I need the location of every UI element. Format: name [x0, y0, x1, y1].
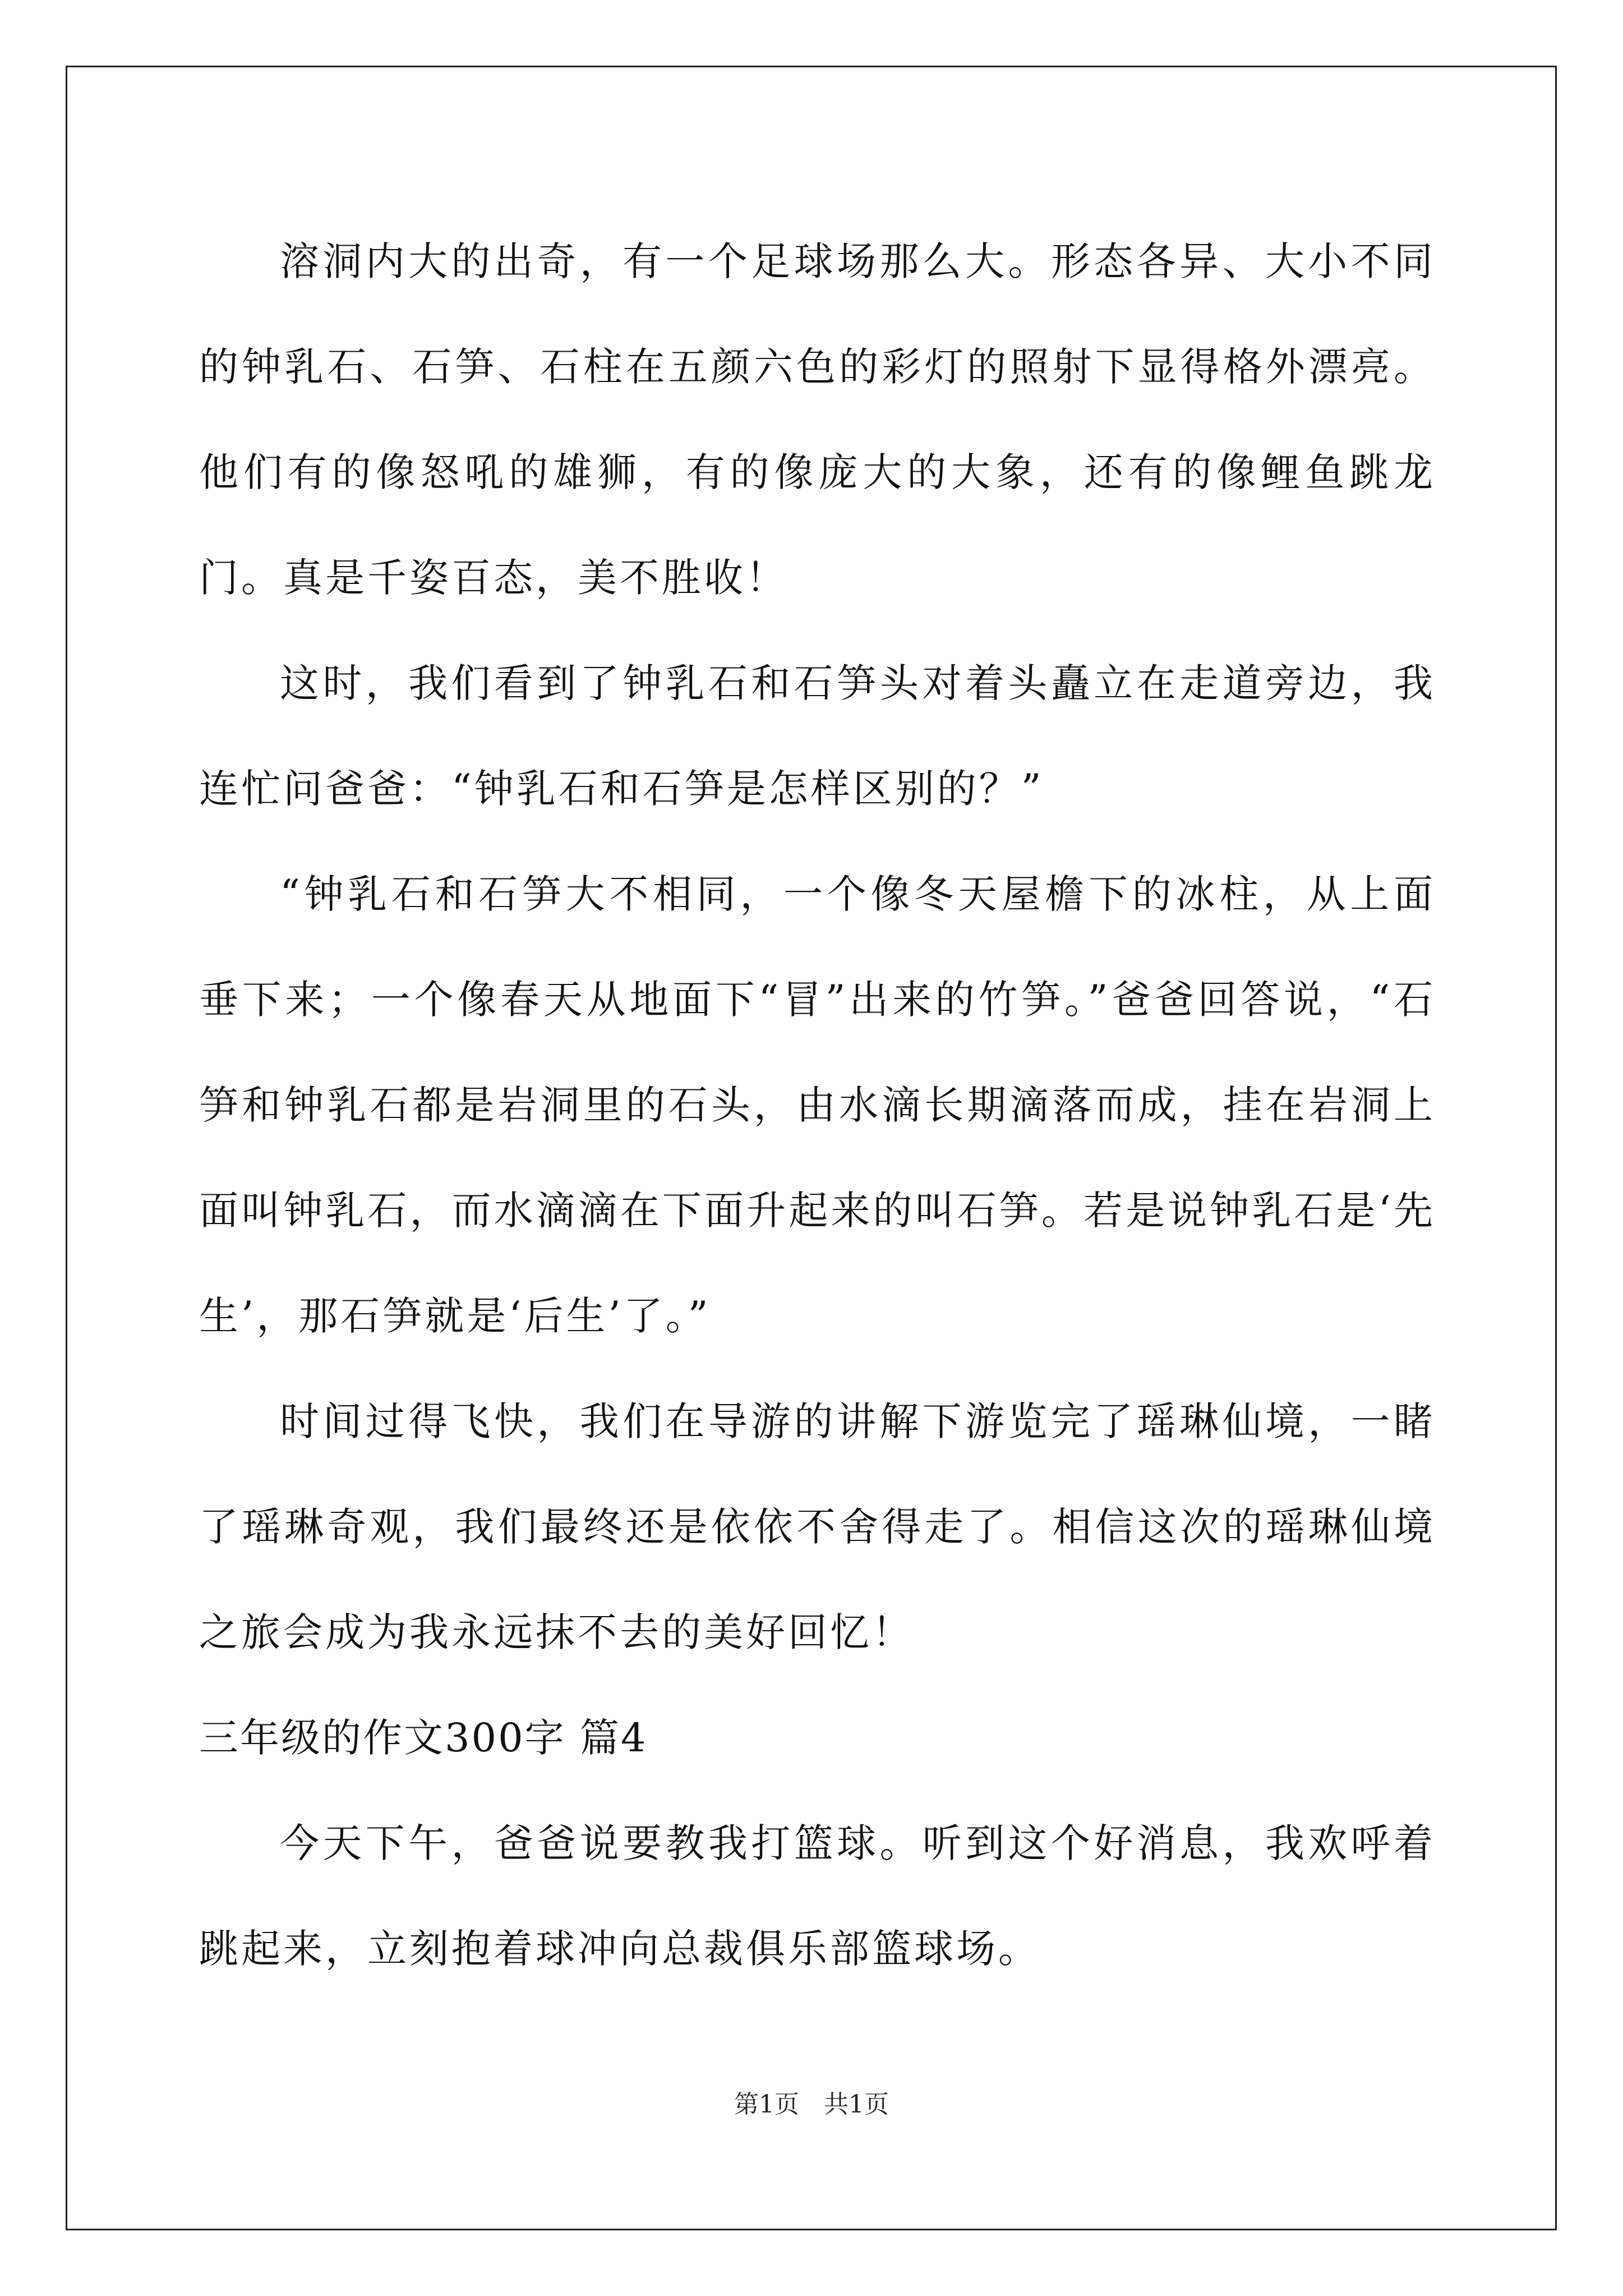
document-body [199, 209, 1436, 2001]
paragraph-cave-interior: 溶洞内大的出奇，有一个足球场那么大。形态各异、大小不同的钟乳石、石笋、石柱在五颜六色的彩灯的照射下显得格外漂亮。他们有的像怒吼的雄狮，有的像庞大的大象，还有的像鲤鱼跳龙门。真是千姿百态，美不胜收！ [199, 238, 1436, 601]
paragraph-ending: 时间过得飞快，我们在导游的讲解下游览完了瑶琳仙境，一睹了瑶琳奇观，我们最终还是依依不舍得走了。相信这次的瑶琳仙境之旅会成为我永远抹不去的美好回忆！ [199, 1398, 1436, 1655]
paragraph-basketball: 今天下午，爸爸说要教我打篮球。听到这个好消息，我欢呼着跳起来，立刻抱着球冲向总裁俱乐部篮球场。 [199, 1820, 1436, 1972]
page-number-footer: 第1页 共1页 [734, 2090, 889, 2119]
paragraph-question: 这时，我们看到了钟乳石和石笋头对着头矗立在走道旁边，我连忙问爸爸：“钟乳石和石笋是怎样区别的？” [199, 660, 1436, 812]
section-heading: 三年级的作文300字 篇4 [199, 1715, 648, 1761]
paragraph-father-answer: “钟乳石和石笋大不相同，一个像冬天屋檐下的冰柱，从上面垂下来；一个像春天从地面下“冒”出来的竹笋。”爸爸回答说，“石笋和钟乳石都是岩洞里的石头，由水滴长期滴落而成，挂在岩洞上面叫钟乳石，而水滴滴在下面升起来的叫石笋。若是说钟乳石是‘先生’，那石笋就是‘后生’了。” [199, 871, 1436, 1339]
